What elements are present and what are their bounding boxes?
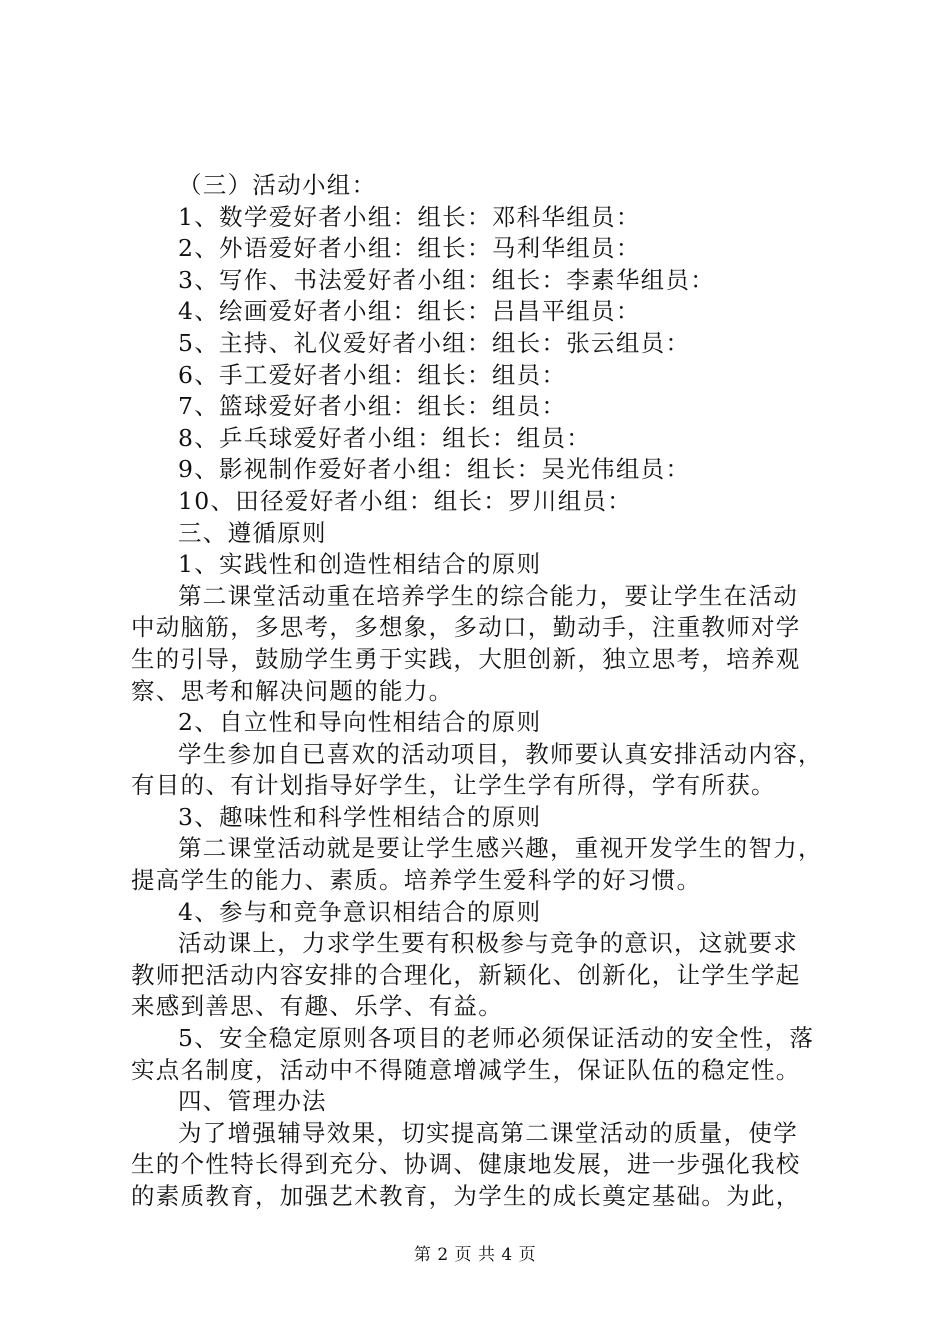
text-line: 三、遵循原则 — [178, 518, 327, 547]
text-line: 6、手工爱好者小组：组长：组员： — [178, 360, 567, 389]
text-line: 9、影视制作爱好者小组：组长：吴光伟组员： — [178, 455, 691, 484]
text-line: 生的个性特长得到充分、协调、健康地发展，进一步强化我校 — [131, 1150, 801, 1179]
text-line: 5、安全稳定原则各项目的老师必须保证活动的安全性，落 — [178, 1024, 815, 1053]
text-line: （三）活动小组： — [178, 171, 377, 199]
text-line: 1、数学爱好者小组：组长：邓科华组员： — [178, 202, 641, 231]
text-line: 实点名制度，活动中不得随意增减学生，保证队伍的稳定性。 — [131, 1055, 801, 1084]
text-line: 3、趣味性和科学性相结合的原则 — [178, 802, 542, 831]
text-line: 的素质教育，加强艺术教育，为学生的成长奠定基础。为此， — [131, 1182, 801, 1210]
text-line: 第二课堂活动重在培养学生的综合能力，要让学生在活动 — [178, 581, 798, 610]
text-line: 1、实践性和创造性相结合的原则 — [178, 550, 542, 579]
text-line: 察、思考和解决问题的能力。 — [131, 676, 454, 705]
text-line: 2、自立性和导向性相结合的原则 — [178, 708, 542, 737]
text-line: 第二课堂活动就是要让学生感兴趣，重视开发学生的智力， — [178, 834, 823, 863]
text-line: 为了增强辅导效果，切实提高第二课堂活动的质量，使学 — [178, 1118, 798, 1147]
text-line: 来感到善思、有趣、乐学、有益。 — [131, 992, 503, 1021]
page-footer: 第 2 页 共 4 页 — [413, 1245, 537, 1265]
text-line: 中动脑筋，多思考，多想象，多动口，勤动手，注重教师对学 — [131, 613, 801, 642]
text-line: 四、管理办法 — [178, 1087, 327, 1116]
text-line: 7、篮球爱好者小组：组长：组员： — [178, 392, 567, 421]
text-line: 活动课上，力求学生要有积极参与竞争的意识，这就要求 — [178, 929, 798, 958]
text-line: 教师把活动内容安排的合理化，新颖化、创新化，让学生学起 — [131, 960, 801, 989]
text-line: 10、田径爱好者小组：组长：罗川组员： — [178, 486, 633, 515]
text-line: 4、参与和竞争意识相结合的原则 — [178, 897, 542, 926]
text-line: 提高学生的能力、素质。培养学生爱科学的好习惯。 — [131, 866, 702, 895]
text-line: 生的引导，鼓励学生勇于实践，大胆创新，独立思考，培养观 — [131, 644, 801, 673]
text-line: 3、写作、书法爱好者小组：组长：李素华组员： — [178, 265, 716, 294]
text-line: 8、乒乓球爱好者小组：组长：组员： — [178, 423, 592, 452]
text-line: 4、绘画爱好者小组：组长：吕昌平组员： — [178, 297, 641, 326]
text-line: 有目的、有计划指导好学生，让学生学有所得，学有所获。 — [131, 771, 776, 800]
document-body — [131, 170, 831, 1213]
text-line: 学生参加自已喜欢的活动项目，教师要认真安排活动内容， — [178, 739, 823, 768]
text-line: 5、主持、礼仪爱好者小组：组长：张云组员： — [178, 328, 691, 357]
text-line: 2、外语爱好者小组：组长：马利华组员： — [178, 234, 641, 263]
